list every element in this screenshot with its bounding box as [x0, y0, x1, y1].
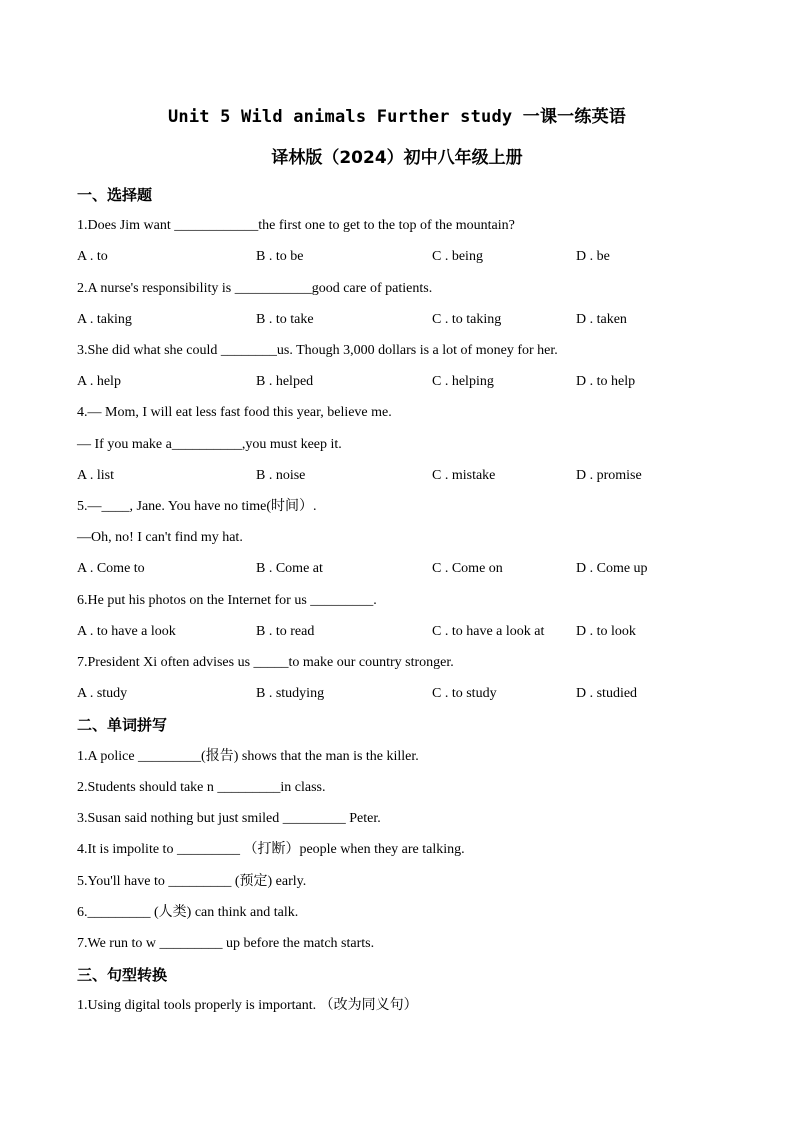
option-a: A . help: [77, 374, 121, 389]
option-c: C . helping: [432, 374, 494, 389]
option-b: B . Come at: [256, 561, 323, 576]
spelling-item: 3.Susan said nothing but just smiled _________ Peter.: [77, 811, 381, 826]
question-stem: 4.— Mom, I will eat less fast food this year, believe me.: [77, 405, 392, 420]
option-c: C . being: [432, 249, 483, 264]
option-a: A . list: [77, 468, 114, 483]
option-c: C . mistake: [432, 468, 496, 483]
spelling-item: 2.Students should take n _________in class.: [77, 780, 326, 795]
spelling-item: 4.It is impolite to _________ （打断）people when they are talking.: [77, 842, 465, 857]
option-a: A . taking: [77, 312, 132, 327]
options-row: [0, 373, 794, 391]
spelling-item: 6._________ (人类) can think and talk.: [77, 905, 299, 920]
options-row: [0, 311, 794, 329]
spelling-item: 7.We run to w _________ up before the match starts.: [77, 936, 375, 951]
option-c: C . to taking: [432, 312, 502, 327]
option-b: B . helped: [256, 374, 314, 389]
option-d: D . to look: [576, 624, 636, 639]
document-title: Unit 5 Wild animals Further study 一课一练英语: [168, 107, 626, 127]
section-heading-choice: 一、选择题: [77, 186, 153, 204]
option-c: C . Come on: [432, 561, 503, 576]
options-row: [0, 248, 794, 266]
option-c: C . to have a look at: [432, 624, 545, 639]
option-d: D . Come up: [576, 561, 648, 576]
option-b: B . noise: [256, 468, 306, 483]
question-stem: 5.—____, Jane. You have no time(时间）.: [77, 499, 317, 514]
option-d: D . taken: [576, 312, 627, 327]
option-b: B . to take: [256, 312, 314, 327]
question-stem: 2.A nurse's responsibility is ___________good care of patients.: [77, 281, 433, 296]
options-row: [0, 623, 794, 641]
option-a: A . study: [77, 686, 128, 701]
option-b: B . to read: [256, 624, 315, 639]
option-a: A . to have a look: [77, 624, 176, 639]
option-a: A . Come to: [77, 561, 145, 576]
option-c: C . to study: [432, 686, 497, 701]
option-d: D . promise: [576, 468, 642, 483]
question-stem: 6.He put his photos on the Internet for us _________.: [77, 593, 377, 608]
section-heading-transformation: 三、句型转换: [77, 966, 168, 984]
options-row: [0, 560, 794, 578]
options-row: [0, 467, 794, 485]
option-b: B . studying: [256, 686, 325, 701]
option-b: B . to be: [256, 249, 304, 264]
section-heading-spelling: 二、单词拼写: [77, 716, 168, 734]
option-d: D . to help: [576, 374, 636, 389]
question-stem: 3.She did what she could ________us. Though 3,000 dollars is a lot of money for her.: [77, 343, 558, 358]
question-stem: 1.Does Jim want ____________the first one to get to the top of the mountain?: [77, 218, 515, 233]
option-d: D . studied: [576, 686, 638, 701]
question-stem-continued: — If you make a__________,you must keep it.: [77, 437, 342, 452]
options-row: [0, 685, 794, 703]
question-stem-continued: —Oh, no! I can't find my hat.: [77, 530, 243, 545]
option-d: D . be: [576, 249, 610, 264]
spelling-item: 5.You'll have to _________ (预定) early.: [77, 874, 307, 889]
document-subtitle: 译林版（2024）初中八年级上册: [271, 148, 523, 168]
spelling-item: 1.A police _________(报告) shows that the man is the killer.: [77, 749, 419, 764]
option-a: A . to: [77, 249, 108, 264]
transformation-item: 1.Using digital tools properly is important. （改为同义句）: [77, 998, 418, 1013]
question-stem: 7.President Xi often advises us _____to make our country stronger.: [77, 655, 454, 670]
